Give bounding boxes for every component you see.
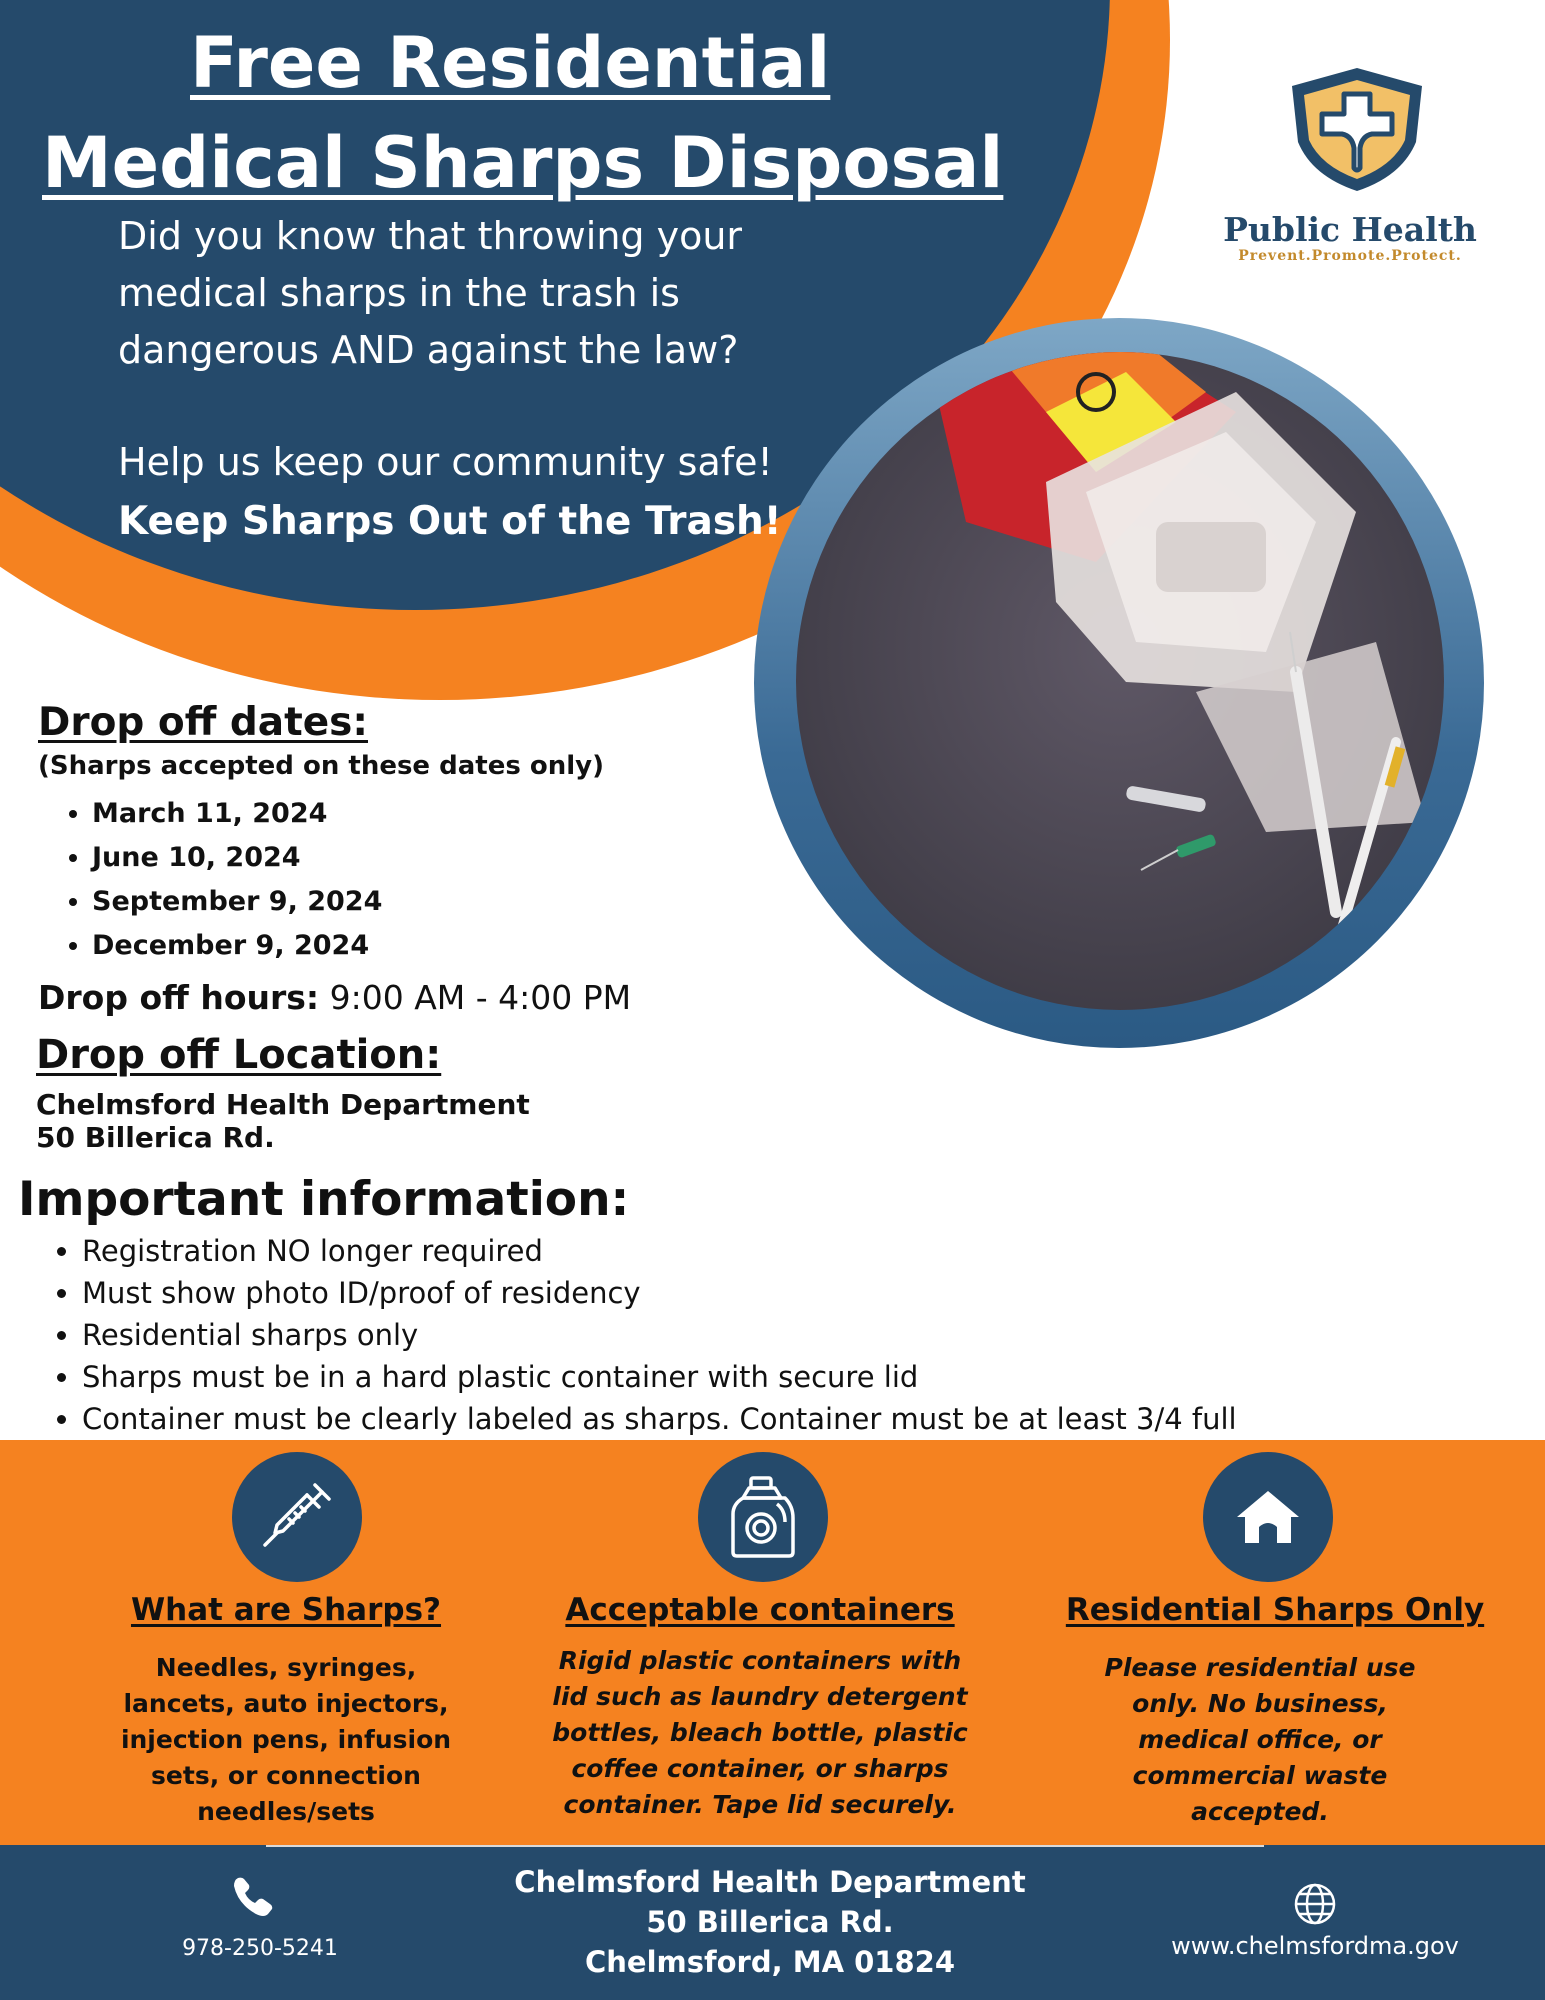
important-item: • Container must be clearly labeled as sharps. Container must be at least 3/4 full: [82, 1398, 1237, 1440]
important-item: • Registration NO longer required: [82, 1230, 1237, 1272]
important-list: [40, 1230, 1237, 1440]
dates-list: [52, 792, 382, 968]
residential-only-title: Residential Sharps Only: [1065, 1592, 1485, 1628]
house-icon: [1203, 1452, 1333, 1582]
footer-org-name: Chelmsford Health Department: [514, 1865, 1026, 1899]
date-item: • December 9, 2024: [92, 924, 382, 968]
phone-number[interactable]: 978-250-5241: [182, 1936, 338, 1961]
important-heading: Important information:: [18, 1172, 630, 1227]
location-address: 50 Billerica Rd.: [36, 1121, 275, 1154]
residential-only-text: Please residential use only. No business, medical office, or commercial waste accepted.: [1104, 1653, 1416, 1826]
detergent-bottle-icon: [698, 1452, 828, 1582]
important-item: • Must show photo ID/proof of residency: [82, 1272, 1237, 1314]
website-link[interactable]: www.chelmsfordma.gov: [1171, 1932, 1459, 1960]
what-are-sharps-title: What are Sharps?: [130, 1592, 442, 1628]
sharps-container-photo: [796, 352, 1444, 1010]
hours-value: 9:00 AM - 4:00 PM: [319, 978, 632, 1017]
page-title-line-2: Medical Sharps Disposal: [42, 122, 1004, 204]
dropoff-hours: [38, 978, 631, 1017]
acceptable-containers-text: Rigid plastic containers with lid such as laundry detergent bottles, bleach bottle, plastic coffee container, or sharps container. Tape lid securely.: [552, 1646, 968, 1819]
location-text: [36, 1088, 530, 1154]
dates-heading: Drop off dates:: [38, 700, 368, 745]
community-text: Help us keep our community safe!: [118, 440, 773, 484]
footer-divider: [266, 1845, 1264, 1847]
globe-icon: [1291, 1880, 1339, 1928]
tagline-text: Keep Sharps Out of the Trash!: [118, 499, 782, 544]
dates-note: (Sharps accepted on these dates only): [38, 751, 604, 781]
acceptable-containers-title: Acceptable containers: [565, 1592, 955, 1628]
shield-cross-icon: [1282, 64, 1432, 194]
logo-tagline: Prevent.Promote.Protect.: [1238, 248, 1462, 264]
footer-org-city: Chelmsford, MA 01824: [584, 1945, 956, 1979]
important-item: • Sharps must be in a hard plastic container with secure lid: [82, 1356, 1237, 1398]
location-name: Chelmsford Health Department: [36, 1088, 530, 1121]
date-item: • March 11, 2024: [92, 792, 382, 836]
footer-org-address: 50 Billerica Rd.: [646, 1905, 894, 1939]
what-are-sharps-text: Needles, syringes, lancets, auto injectors, injection pens, infusion sets, or connection needles/sets: [120, 1653, 452, 1826]
page-title-line-1: Free Residential: [190, 22, 831, 104]
important-item: • Residential sharps only: [82, 1314, 1237, 1356]
logo-title: Public Health: [1223, 210, 1477, 249]
phone-icon: [228, 1874, 276, 1922]
location-heading: Drop off Location:: [36, 1032, 442, 1078]
footer-address-block: [460, 1862, 1080, 1982]
date-item: • September 9, 2024: [92, 880, 382, 924]
syringe-icon: [232, 1452, 362, 1582]
hours-label: Drop off hours:: [38, 978, 320, 1017]
intro-text: Did you know that throwing your medical sharps in the trash is dangerous AND against the law?: [118, 214, 743, 372]
date-item: • June 10, 2024: [92, 836, 382, 880]
